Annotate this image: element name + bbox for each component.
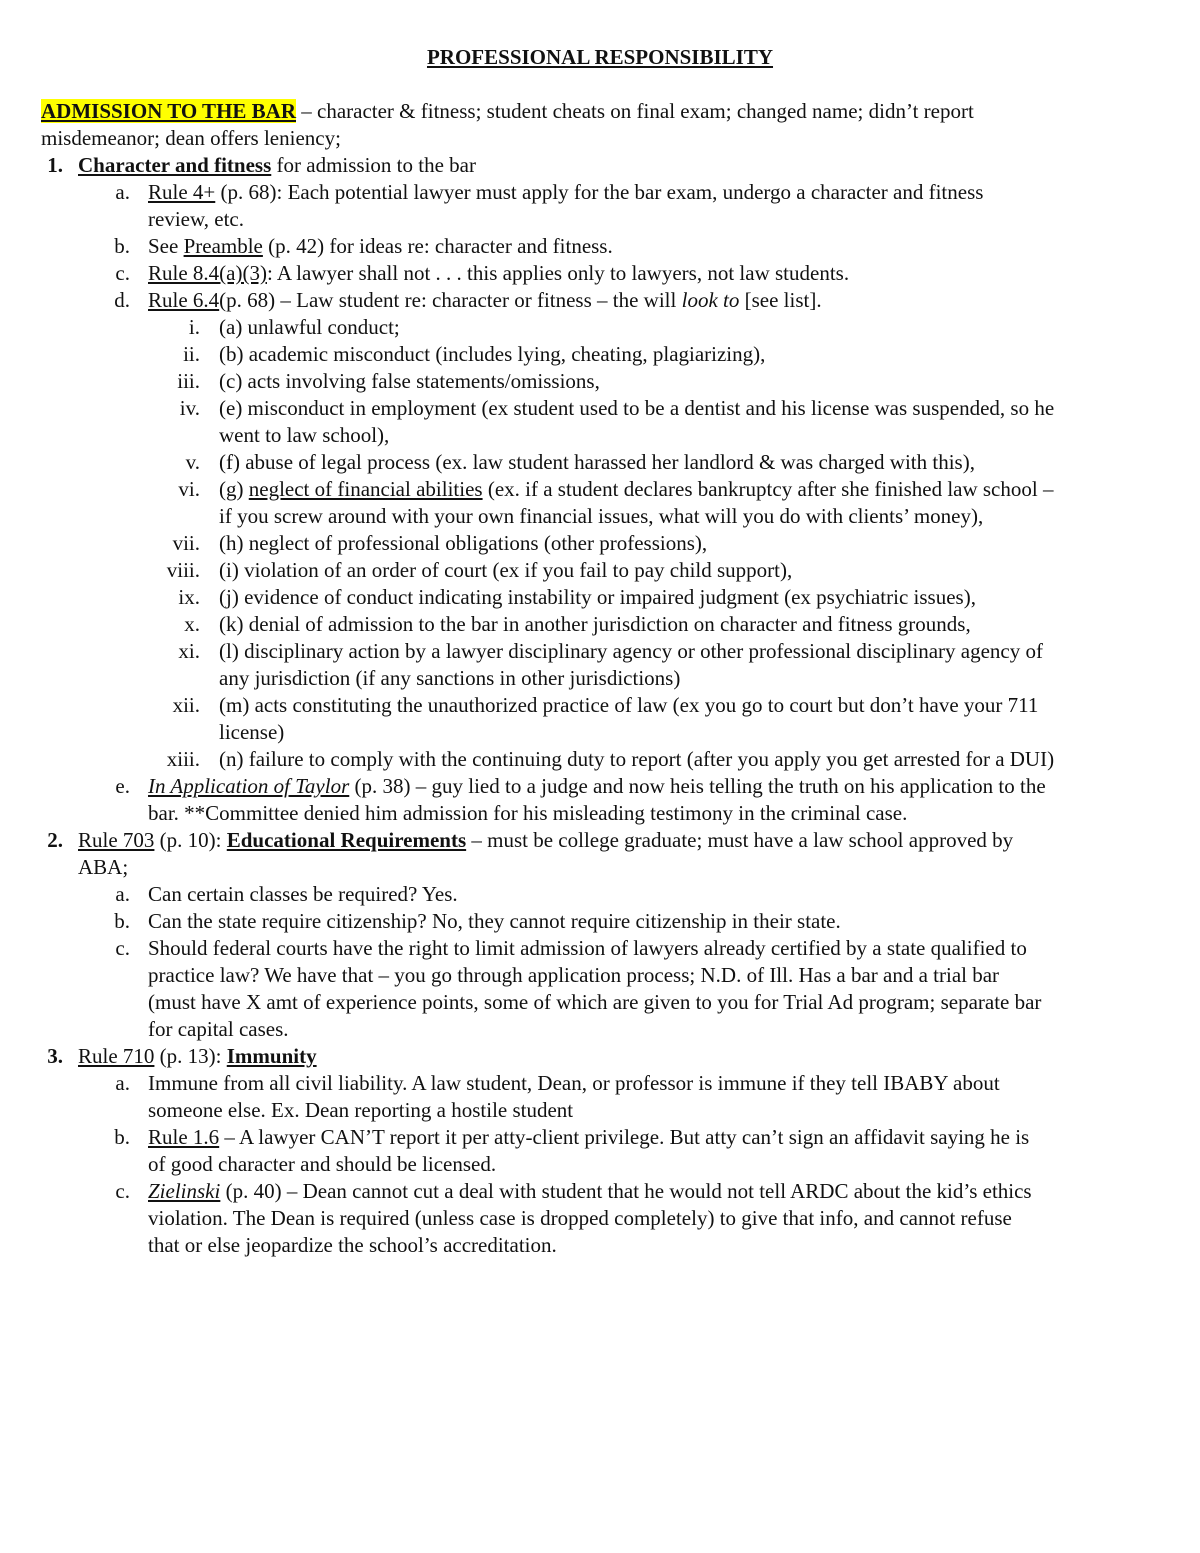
list-item-cont: license) — [219, 720, 285, 744]
list-item-cont: someone else. Ex. Dean reporting a hostile student — [148, 1098, 574, 1122]
list-marker: i. — [188, 315, 200, 339]
list-item: (h) neglect of professional obligations (other professions), — [219, 531, 708, 555]
document-title: PROFESSIONAL RESPONSIBILITY — [426, 45, 774, 69]
list-item-cont: any jurisdiction (if any sanctions in other jurisdictions) — [219, 666, 681, 690]
list-number: 2. — [47, 828, 63, 852]
section-2-heading: Rule 703 (p. 10): Educational Requirements – must be college graduate; must have a law school approved by — [78, 828, 1014, 852]
list-marker: b. — [114, 909, 130, 933]
list-marker: b. — [114, 1125, 130, 1149]
list-item-cont: for capital cases. — [148, 1017, 289, 1041]
list-item: Immune from all civil liability. A law student, Dean, or professor is immune if they tell IBABY about — [148, 1071, 1000, 1095]
list-marker: a. — [115, 882, 130, 906]
list-marker: xi. — [178, 639, 200, 663]
list-item: Can certain classes be required? Yes. — [148, 882, 458, 906]
list-marker: xii. — [172, 693, 200, 717]
section-1-heading: Character and fitness for admission to the bar — [78, 153, 476, 177]
intro-paragraph: ADMISSION TO THE BAR – character & fitness; student cheats on final exam; changed name; didn’t report misdemeanor; dean offers leniency; — [41, 99, 974, 150]
list-item: (g) neglect of financial abilities (ex. if a student declares bankruptcy after she finished law school – — [219, 477, 1054, 501]
list-item: (f) abuse of legal process (ex. law student harassed her landlord & was charged with this), — [219, 450, 975, 474]
list-item: Rule 4+ (p. 68): Each potential lawyer must apply for the bar exam, undergo a character and fitness — [148, 180, 984, 204]
list-item-cont: went to law school), — [219, 423, 390, 447]
list-item: Can the state require citizenship? No, they cannot require citizenship in their state. — [148, 909, 841, 933]
list-item-cont: bar. **Committee denied him admission for his misleading testimony in the criminal case. — [148, 801, 908, 825]
list-marker: e. — [115, 774, 130, 798]
list-marker: d. — [114, 288, 130, 312]
list-number: 3. — [47, 1044, 63, 1068]
list-item: (n) failure to comply with the continuing duty to report (after you apply you get arrested for a DUI) — [219, 747, 1055, 771]
list-item: (b) academic misconduct (includes lying, cheating, plagiarizing), — [219, 342, 766, 366]
list-marker: a. — [115, 1071, 130, 1095]
list-item: (a) unlawful conduct; — [219, 315, 400, 339]
list-item: (m) acts constituting the unauthorized practice of law (ex you go to court but don’t have your 711 — [219, 693, 1039, 717]
list-item-cont: (must have X amt of experience points, some of which are given to you for Trial Ad program; separate bar — [148, 990, 1042, 1014]
list-marker: c. — [115, 261, 130, 285]
list-item: (j) evidence of conduct indicating instability or impaired judgment (ex psychiatric issues), — [219, 585, 976, 609]
list-number: 1. — [47, 153, 63, 177]
list-item: (i) violation of an order of court (ex if you fail to pay child support), — [219, 558, 793, 582]
section-3-heading: Rule 710 (p. 13): Immunity — [78, 1044, 317, 1068]
list-item: Should federal courts have the right to limit admission of lawyers already certified by a state qualified to — [148, 936, 1027, 960]
list-marker: x. — [184, 612, 200, 636]
list-marker: viii. — [166, 558, 200, 582]
list-marker: ii. — [183, 342, 200, 366]
list-marker: xiii. — [166, 747, 200, 771]
list-item: Rule 8.4(a)(3): A lawyer shall not . . . this applies only to lawyers, not law students. — [148, 261, 850, 285]
list-marker: c. — [115, 936, 130, 960]
list-marker: v. — [185, 450, 200, 474]
list-item: (l) disciplinary action by a lawyer disciplinary agency or other professional disciplinary agency of — [219, 639, 1043, 663]
list-marker: b. — [114, 234, 130, 258]
list-marker: ix. — [178, 585, 200, 609]
list-marker: iv. — [179, 396, 200, 420]
list-marker: vii. — [172, 531, 200, 555]
list-item-cont: ABA; — [78, 855, 129, 879]
list-marker: vi. — [178, 477, 200, 501]
list-item: (k) denial of admission to the bar in another jurisdiction on character and fitness grounds, — [219, 612, 971, 636]
list-item: Rule 6.4(p. 68) – Law student re: character or fitness – the will look to [see list]. — [148, 288, 822, 312]
list-item-cont: of good character and should be licensed. — [148, 1152, 497, 1176]
list-marker: c. — [115, 1179, 130, 1203]
list-item: Zielinski (p. 40) – Dean cannot cut a deal with student that he would not tell ARDC about the kid’s ethics — [148, 1179, 1032, 1203]
list-item: Rule 1.6 – A lawyer CAN’T report it per atty-client privilege. But atty can’t sign an affidavit saying he is — [148, 1125, 1030, 1149]
list-item-cont: violation. The Dean is required (unless case is dropped completely) to give that info, and cannot refuse — [148, 1206, 1012, 1230]
list-item: (c) acts involving false statements/omissions, — [219, 369, 600, 393]
list-marker: iii. — [177, 369, 200, 393]
list-marker: a. — [115, 180, 130, 204]
list-item: See Preamble (p. 42) for ideas re: character and fitness. — [148, 234, 613, 258]
list-item: In Application of Taylor (p. 38) – guy lied to a judge and now heis telling the truth on his application to the — [148, 774, 1046, 798]
list-item-cont: review, etc. — [148, 207, 244, 231]
list-item-cont: that or else jeopardize the school’s accreditation. — [148, 1233, 557, 1257]
list-item-cont: practice law? We have that – you go through application process; N.D. of Ill. Has a bar and a trial bar — [148, 963, 1000, 987]
list-item: (e) misconduct in employment (ex student used to be a dentist and his license was suspended, so he — [219, 396, 1055, 420]
list-item-cont: if you screw around with your own financial issues, what will you do with clients’ money), — [219, 504, 984, 528]
section-heading-admission: ADMISSION TO THE BAR — [41, 99, 296, 123]
